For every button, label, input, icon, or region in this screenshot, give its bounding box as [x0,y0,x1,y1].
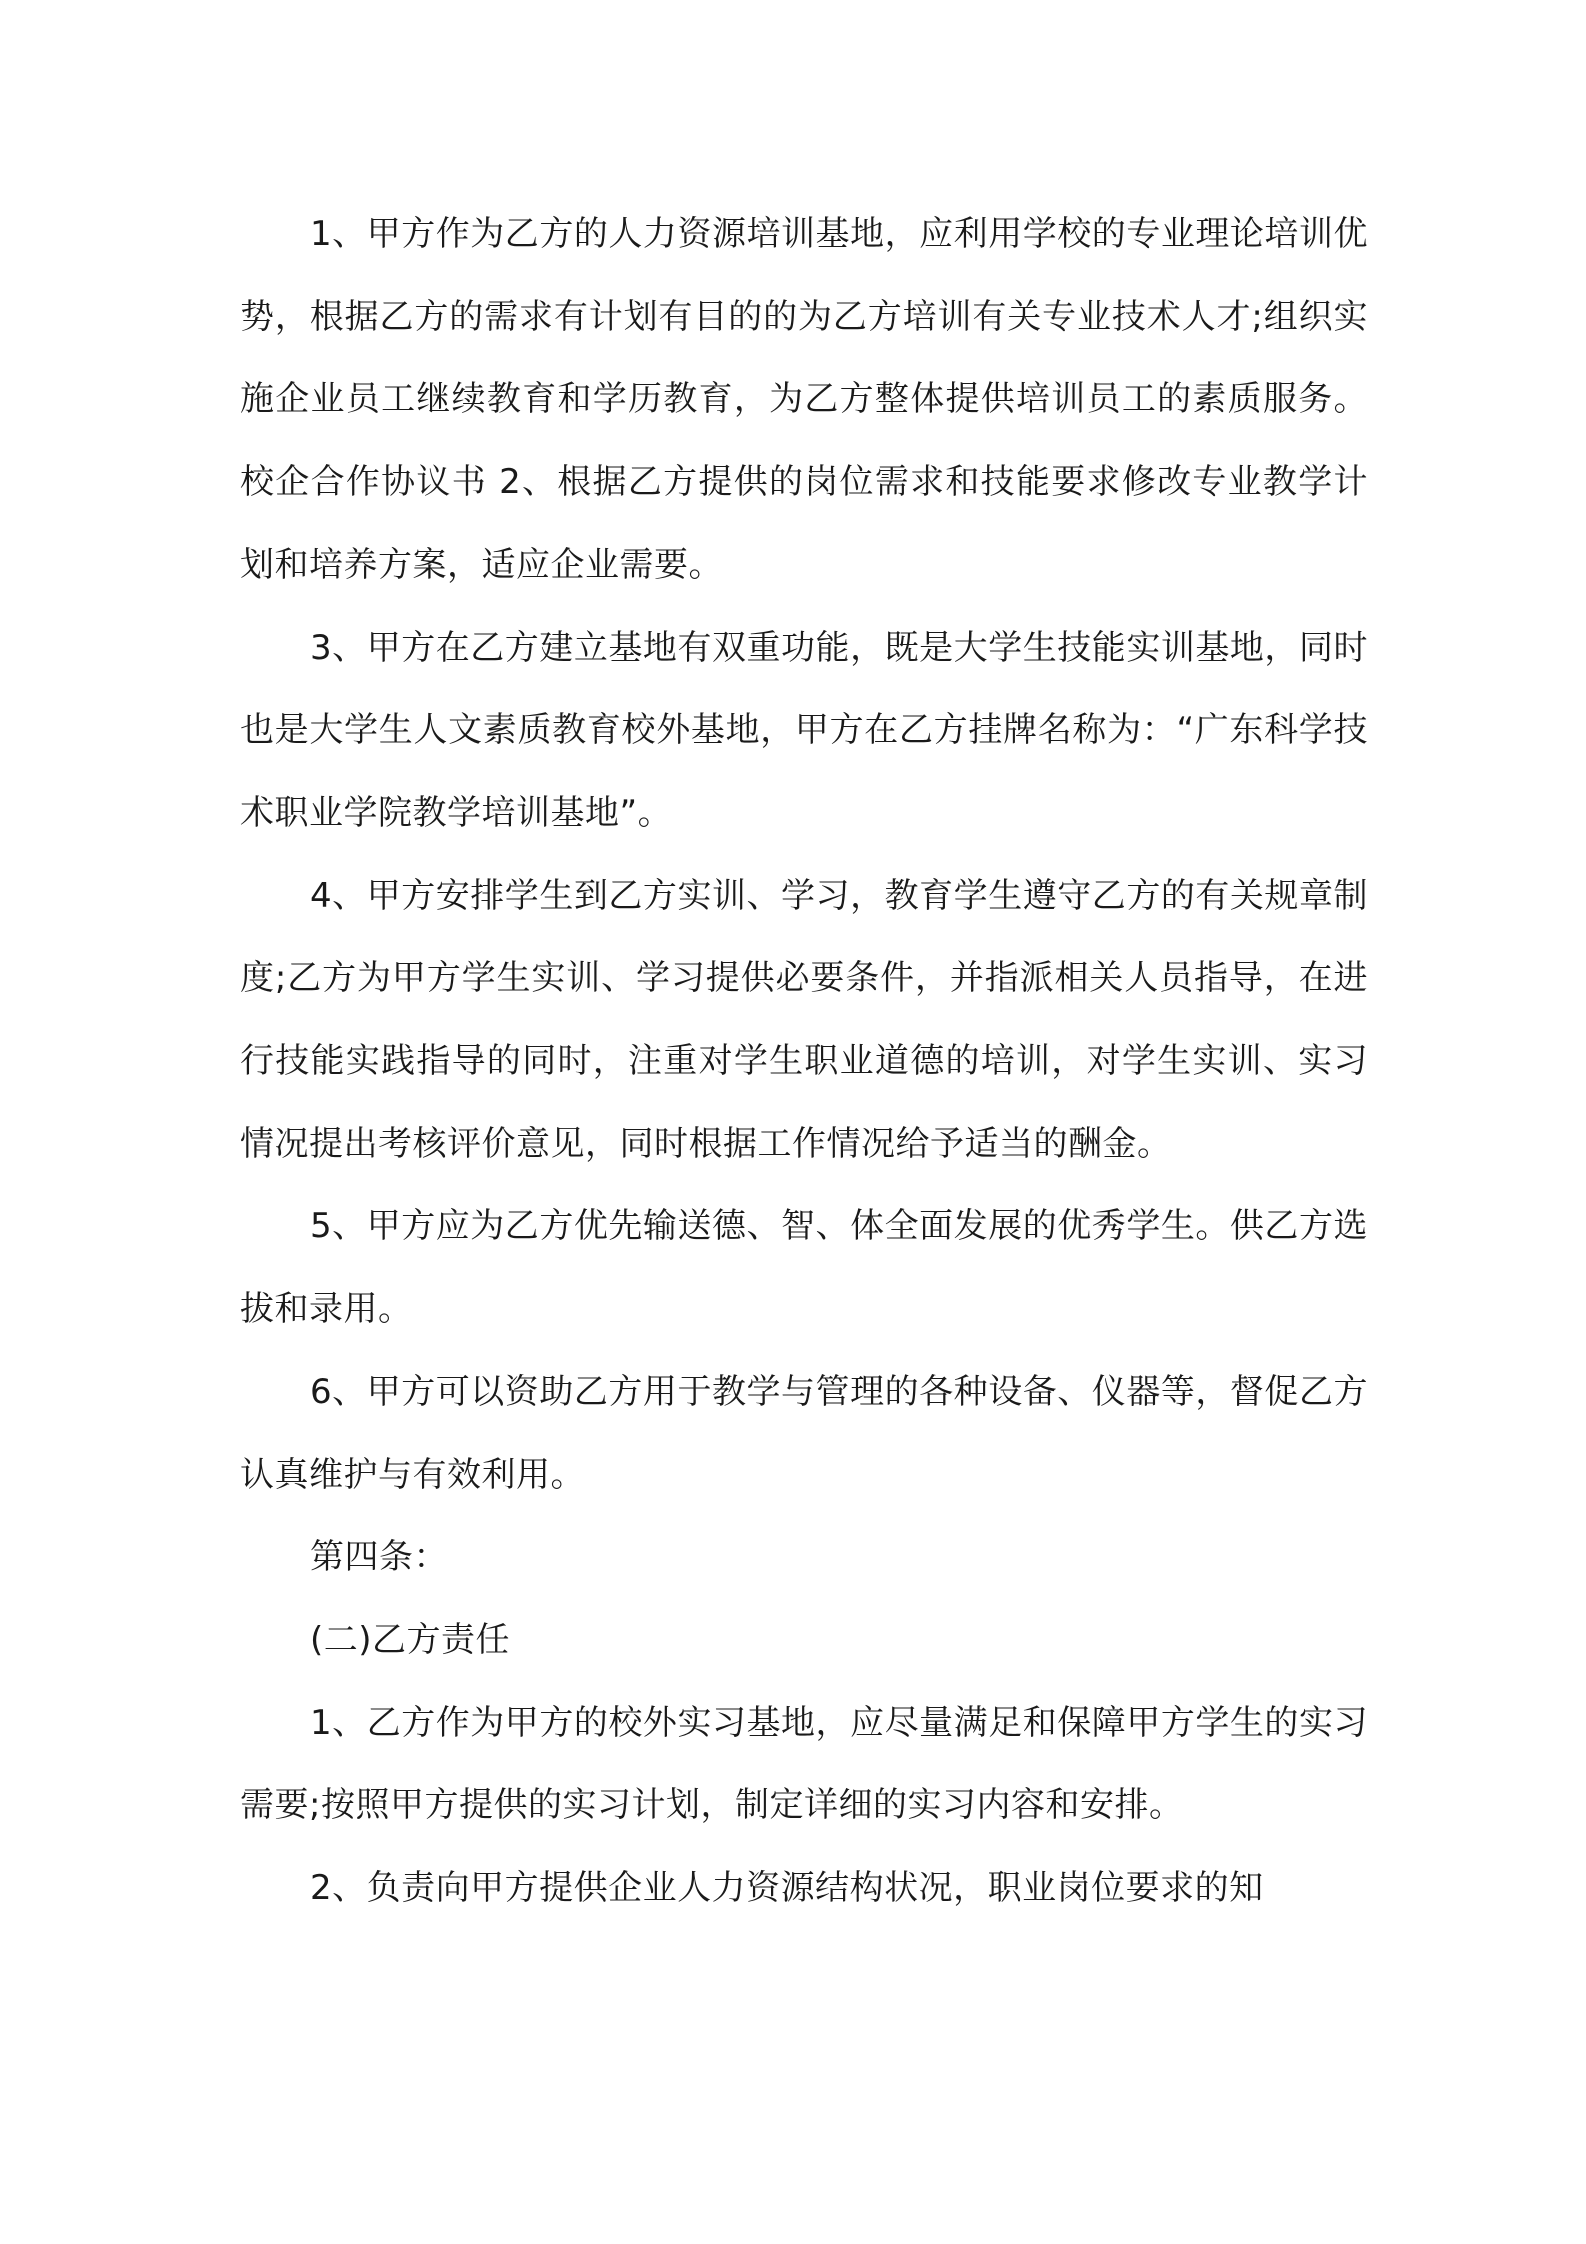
paragraph-5: 6、甲方可以资助乙方用于教学与管理的各种设备、仪器等，督促乙方认真维护与有效利用。 [240,1371,1368,1495]
paragraph-2: 3、甲方在乙方建立基地有双重功能，既是大学生技能实训基地，同时也是大学生人文素质教育校外基地，甲方在乙方挂牌名称为：“广东科学技术职业学院教学培训基地”。 [240,627,1368,833]
paragraph-1: 1、甲方作为乙方的人力资源培训基地，应利用学校的专业理论培训优势，根据乙方的需求有计划有目的的为乙方培训有关专业技术人才;组织实施企业员工继续教育和学历教育，为乙方整体提供培训员工的素质服务。校企合作协议书 2、根据乙方提供的岗位需求和技能要求修改专业教学计划和培养方案，适应企业需要。 [240,214,1368,585]
paragraph-4: 5、甲方应为乙方优先输送德、智、体全面发展的优秀学生。供乙方选拔和录用。 [240,1206,1368,1330]
article-heading: 第四条： [310,1537,448,1578]
document-body [240,193,1368,1930]
paragraph-6: 1、乙方作为甲方的校外实习基地，应尽量满足和保障甲方学生的实习需要;按照甲方提供的实习计划，制定详细的实习内容和安排。 [240,1702,1368,1826]
paragraph-3: 4、甲方安排学生到乙方实训、学习，教育学生遵守乙方的有关规章制度;乙方为甲方学生实训、学习提供必要条件，并指派相关人员指导，在进行技能实践指导的同时，注重对学生职业道德的培训，对学生实训、实习情况提出考核评价意见，同时根据工作情况给予适当的酬金。 [240,875,1368,1164]
paragraph-7: 2、负责向甲方提供企业人力资源结构状况，职业岗位要求的知 [310,1868,1264,1909]
section-heading: (二)乙方责任 [310,1619,511,1660]
